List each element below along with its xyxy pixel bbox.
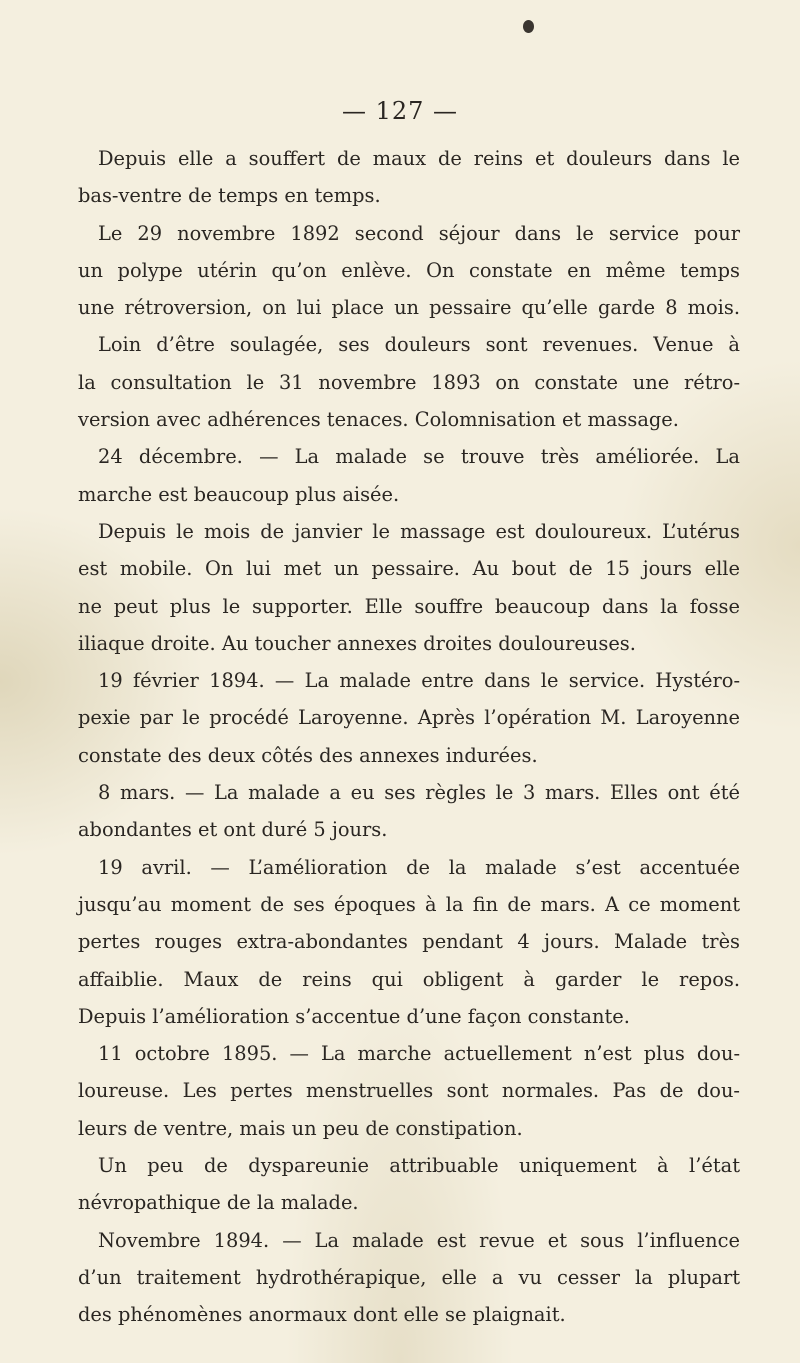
text-line: pexie par le procédé Laroyenne. Après l’opération M. Laroyenne: [78, 706, 740, 730]
text-line: marche est beaucoup plus aisée.: [78, 482, 400, 506]
text-line: 11 octobre 1895. — La marche actuellement n’est plus dou-: [98, 1042, 740, 1066]
text-line: leurs de ventre, mais un peu de constipation.: [78, 1116, 523, 1140]
text-line: un polype utérin qu’on enlève. On constate en même temps: [78, 258, 740, 282]
text-line: Loin d’être soulagée, ses douleurs sont revenues. Venue à: [98, 333, 740, 357]
ink-spot: [523, 20, 534, 33]
text-line: affaiblie. Maux de reins qui obligent à garder le repos.: [78, 967, 740, 991]
text-line: 19 avril. — L’amélioration de la malade s’est accentuée: [98, 855, 740, 879]
text-line: pertes rouges extra-abondantes pendant 4 jours. Malade très: [78, 930, 740, 954]
text-line: ne peut plus le supporter. Elle souffre beaucoup dans la fosse: [78, 594, 740, 618]
text-line: d’un traitement hydrothérapique, elle a vu cesser la plupart: [78, 1265, 740, 1289]
text-line: des phénomènes anormaux dont elle se plaignait.: [78, 1303, 566, 1327]
page-number: — 127 —: [341, 97, 459, 125]
text-line: Depuis le mois de janvier le massage est douloureux. L’utérus: [98, 519, 740, 543]
text-line: version avec adhérences tenaces. Colomnisation et massage.: [78, 408, 679, 432]
text-line: 24 décembre. — La malade se trouve très améliorée. La: [98, 445, 740, 469]
text-line: Novembre 1894. — La malade est revue et sous l’influence: [98, 1228, 740, 1252]
text-line: iliaque droite. Au toucher annexes droites douloureuses.: [78, 631, 636, 655]
body-text: [78, 140, 740, 1334]
text-line: abondantes et ont duré 5 jours.: [78, 818, 388, 842]
text-line: est mobile. On lui met un pessaire. Au bout de 15 jours elle: [78, 557, 740, 581]
text-line: bas-ventre de temps en temps.: [78, 184, 381, 208]
text-line: 19 février 1894. — La malade entre dans le service. Hystéro-: [98, 669, 740, 693]
text-line: constate des deux côtés des annexes indurées.: [78, 743, 538, 767]
text-line: Depuis l’amélioration s’accentue d’une façon constante.: [78, 1004, 630, 1028]
text-line: une rétroversion, on lui place un pessaire qu’elle garde 8 mois.: [78, 296, 740, 320]
text-line: Depuis elle a souffert de maux de reins et douleurs dans le: [98, 147, 740, 170]
text-line: Un peu de dyspareunie attribuable uniquement à l’état: [98, 1154, 740, 1178]
text-line: la consultation le 31 novembre 1893 on constate une rétro-: [78, 370, 740, 394]
text-line: jusqu’au moment de ses époques à la fin de mars. A ce moment: [78, 892, 740, 916]
text-line: névropathique de la malade.: [78, 1191, 359, 1215]
text-line: Le 29 novembre 1892 second séjour dans le service pour: [98, 221, 740, 245]
text-line: loureuse. Les pertes menstruelles sont normales. Pas de dou-: [78, 1079, 740, 1103]
text-line: 8 mars. — La malade a eu ses règles le 3 mars. Elles ont été: [98, 781, 740, 805]
